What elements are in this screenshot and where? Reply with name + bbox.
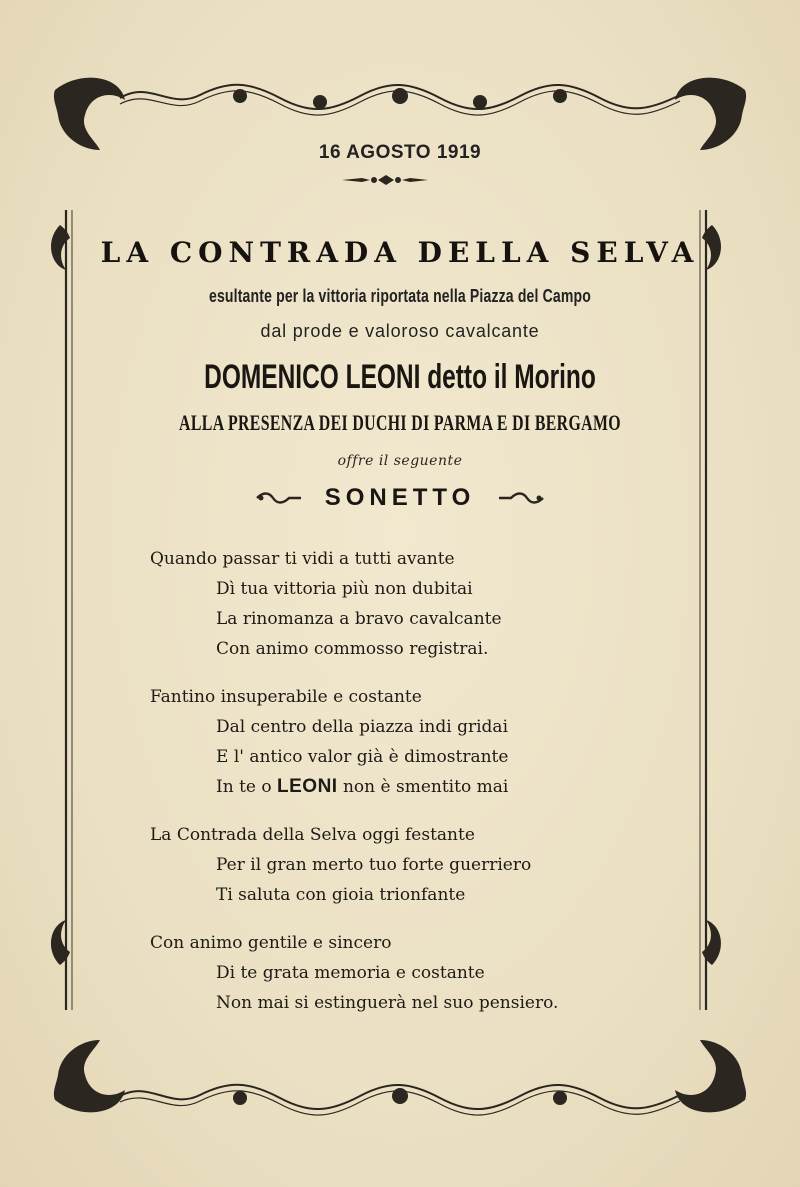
stanza-4 — [150, 928, 670, 1018]
stanza-2 — [150, 682, 670, 802]
left-flourish-icon — [255, 491, 303, 505]
verse: Quando passar ti vidi a tutti avante — [150, 549, 455, 569]
verse-suffix: non è smentito mai — [342, 777, 509, 797]
presence-line: ALLA PRESENZA DEI DUCHI DI PARMA E DI BERGAMO — [179, 410, 621, 435]
document-title: LA CONTRADA DELLA SELVA — [100, 236, 700, 269]
stanza-3 — [150, 820, 670, 910]
verse-prefix: In te o — [216, 777, 272, 797]
corner-top-left — [54, 78, 125, 150]
stanza-1 — [150, 544, 670, 664]
date-heading: 16 AGOSTO 1919 — [318, 142, 482, 163]
verse: Con animo gentile e sincero — [150, 933, 392, 953]
verse: Dal centro della piazza indi gridai — [216, 717, 509, 737]
verse: Ti saluta con gioia trionfante — [216, 885, 466, 905]
corner-bottom-left — [54, 1040, 125, 1112]
verse: Con animo commosso registrai. — [216, 639, 489, 659]
verse-with-name — [150, 772, 670, 802]
sonetto-heading: SONETTO — [324, 484, 476, 511]
corner-top-right — [675, 78, 746, 150]
verse: La rinomanza a bravo cavalcante — [216, 609, 502, 629]
right-flourish-icon — [497, 491, 545, 505]
subtitle: esultante per la vittoria riportata nella Piazza del Campo — [208, 286, 591, 306]
verse: Fantino insuperabile e costante — [150, 687, 422, 707]
verse: La Contrada della Selva oggi festante — [150, 825, 475, 845]
highlighted-name: LEONI — [277, 776, 338, 797]
corner-bottom-right — [675, 1040, 746, 1112]
rider-name: DOMENICO LEONI detto il Morino — [204, 358, 596, 396]
verse: Di te grata memoria e costante — [216, 963, 485, 983]
sonetto-heading-row — [0, 484, 800, 512]
verse: Per il gran merto tuo forte guerriero — [216, 855, 532, 875]
verse: Dì tua vittoria più non dubitai — [216, 579, 473, 599]
rider-description: dal prode e valoroso cavalcante — [260, 321, 540, 341]
verse: E l' antico valor già è dimostrante — [216, 747, 509, 767]
sonnet-body — [150, 544, 670, 1036]
verse: Non mai si estinguerà nel suo pensiero. — [216, 993, 559, 1013]
date-divider-ornament — [0, 172, 800, 188]
offers-line: offre il seguente — [337, 453, 463, 469]
